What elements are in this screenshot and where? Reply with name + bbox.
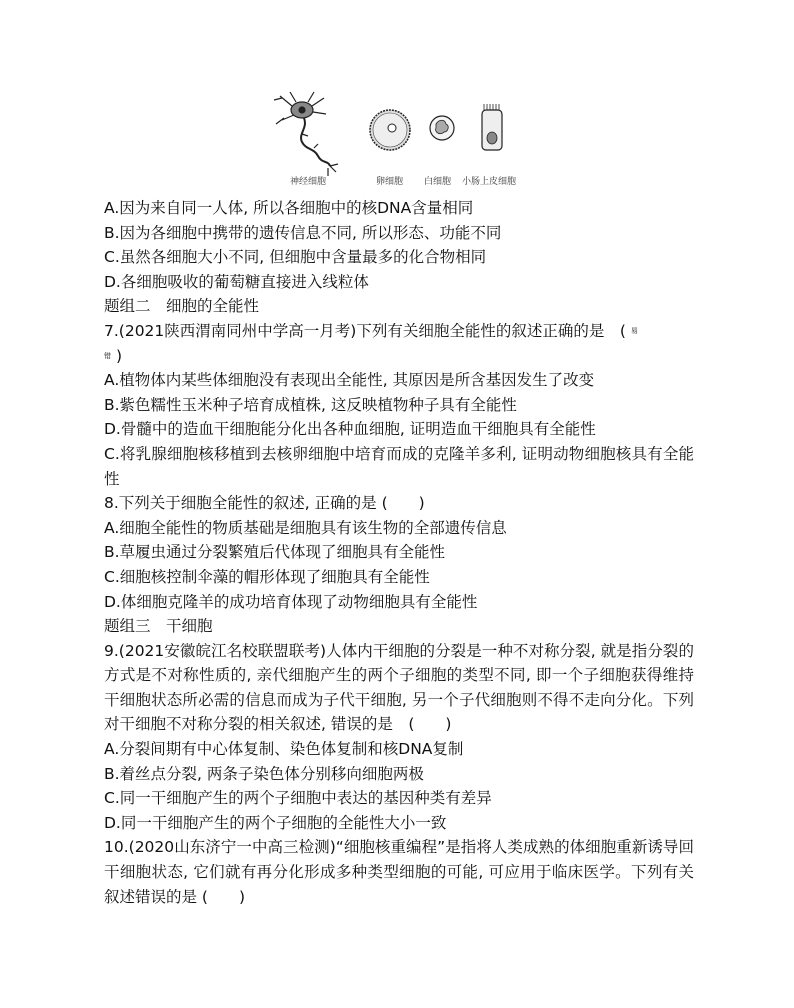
q7-stem-text: 7.(2021陕西渭南同州中学高一月考)下列有关细胞全能性的叙述正确的是 (	[104, 321, 626, 340]
q7-option-b: B.紫色糯性玉米种子培育成植株, 这反映植物种子具有全能性	[104, 395, 517, 414]
caption-neuron: 神经细胞	[290, 177, 327, 187]
caption-wbc: 白细胞	[424, 177, 452, 187]
q7-tag-error: 错	[104, 351, 111, 360]
caption-intestine: 小肠上皮细胞	[462, 177, 517, 187]
q7-stem-cont	[104, 344, 694, 369]
intestinal-epithelial-cell-icon	[482, 104, 502, 150]
q6-option-c: C.虽然各细胞大小不同, 但细胞中含量最多的化合物相同	[104, 248, 487, 267]
q9-stem: 9.(2021安徽皖江名校联盟联考)人体内干细胞的分裂是一种不对称分裂, 就是指分裂的方式是不对称性质的, 亲代细胞产生的两个子细胞的类型不同, 即一个子细胞获得维持干细胞状态所必需的信息而成为子代干细胞, 另一个子代细胞则不得不走向分化。下列对干细胞不对称分裂的相关叙述, 错误的是 ( )	[104, 641, 694, 734]
q7-option-d: D.骨髓中的造血干细胞能分化出各种血细胞, 证明造血干细胞具有全能性	[104, 420, 596, 439]
cell-drawings	[268, 88, 528, 188]
egg-cell-icon	[370, 110, 410, 150]
caption-egg: 卵细胞	[376, 177, 404, 187]
q10-stem: 10.(2020山东济宁一中高三检测)“细胞核重编程”是指将人类成熟的体细胞重新诱导回干细胞状态, 它们就有再分化形成多种类型细胞的可能, 可应用于临床医学。下列有关叙述错误的是 ( )	[104, 838, 694, 906]
q6-option-d: D.各细胞吸收的葡萄糖直接进入线粒体	[104, 272, 369, 291]
q9-option-b: B.着丝点分裂, 两条子染色体分别移向细胞两极	[104, 764, 424, 783]
q6-option-a: A.因为来自同一人体, 所以各细胞中的核DNA含量相同	[104, 199, 474, 217]
q7-tag-easy: 易	[630, 327, 638, 336]
group2-title: 题组二 细胞的全能性	[104, 297, 260, 316]
q8-option-a: A.细胞全能性的物质基础是细胞具有该生物的全部遗传信息	[104, 518, 507, 537]
q8-option-b: B.草履虫通过分裂繁殖后代体现了细胞具有全能性	[104, 543, 446, 562]
q6-option-b: B.因为各细胞中携带的遗传信息不同, 所以形态、功能不同	[104, 223, 502, 242]
q7-close-paren: )	[115, 346, 122, 365]
neuron-icon	[274, 92, 338, 176]
q9-option-c: C.同一干细胞产生的两个子细胞中表达的基因种类有差异	[104, 789, 492, 808]
q7-option-a: A.植物体内某些体细胞没有表现出全能性, 其原因是所含基因发生了改变	[104, 371, 595, 390]
q8-stem: 8.下列关于细胞全能性的叙述, 正确的是 ( )	[104, 494, 425, 513]
q7-stem	[104, 319, 694, 344]
cell-figure	[268, 88, 528, 188]
q9-option-d: D.同一干细胞产生的两个子细胞的全能性大小一致	[104, 813, 447, 832]
q8-option-d: D.体细胞克隆羊的成功培育体现了动物细胞具有全能性	[104, 592, 478, 611]
q9-option-a: A.分裂间期有中心体复制、染色体复制和核DNA复制	[104, 740, 464, 759]
question-content	[104, 196, 694, 909]
group3-title: 题组三 干细胞	[104, 617, 213, 636]
white-blood-cell-icon	[430, 116, 454, 140]
q7-option-c: C.将乳腺细胞核移植到去核卵细胞中培育而成的克隆羊多利, 证明动物细胞核具有全能性	[104, 444, 694, 488]
q8-option-c: C.细胞核控制伞藻的帽形体现了细胞具有全能性	[104, 567, 430, 586]
